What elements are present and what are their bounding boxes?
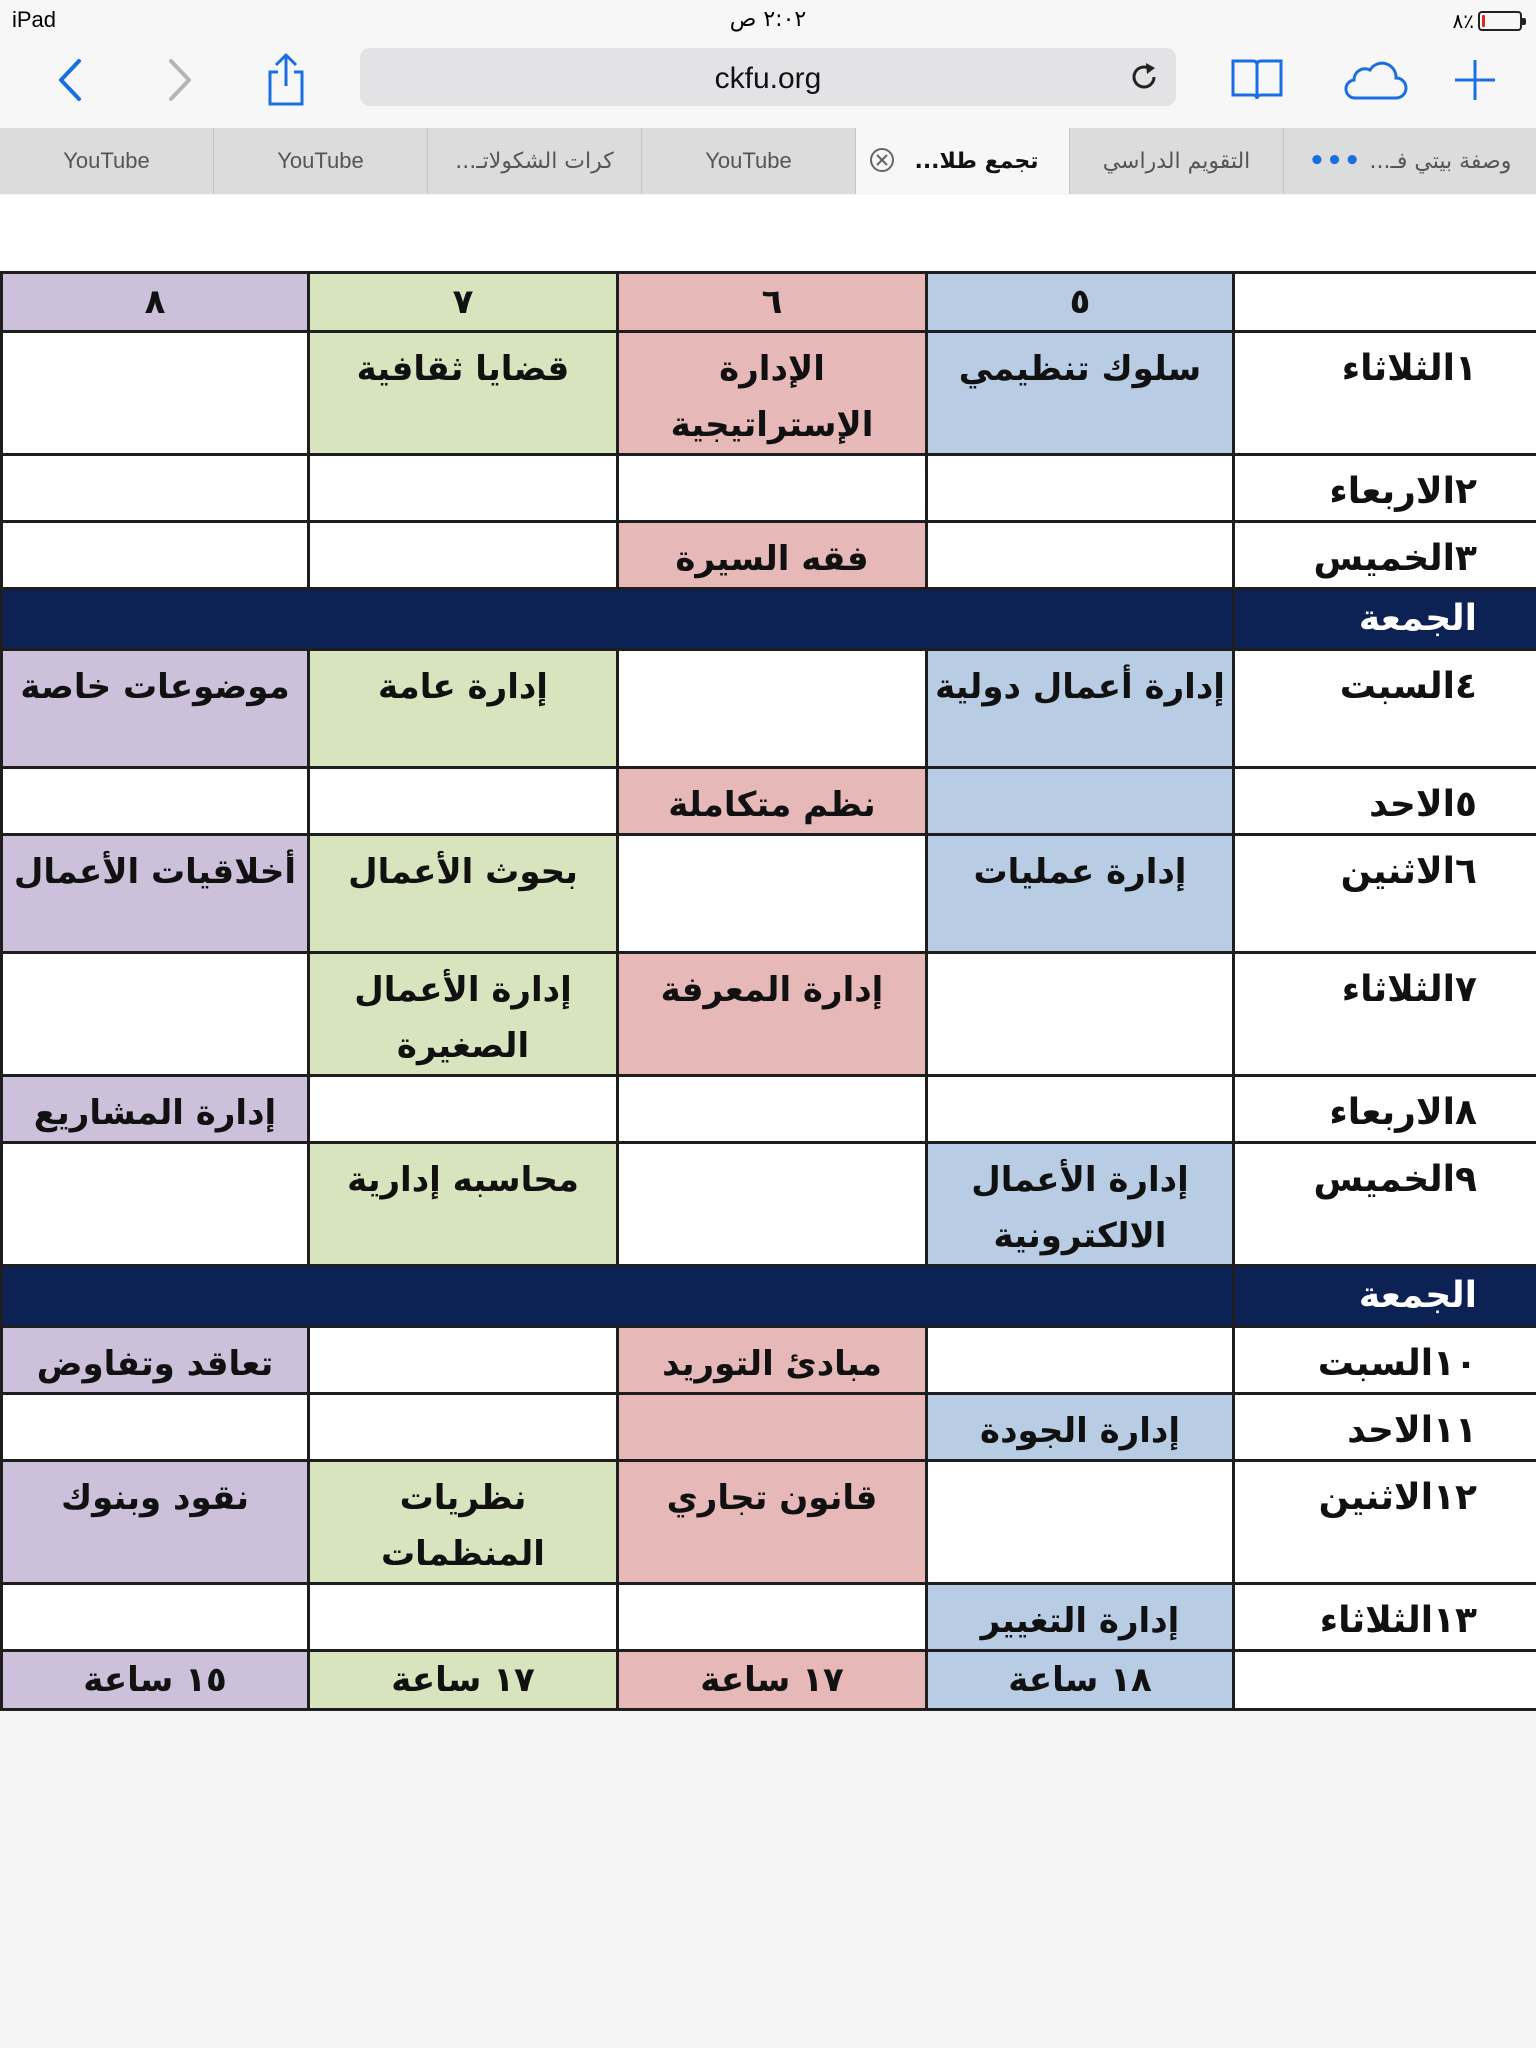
course-cell-c5: إدارة أعمال دولية (927, 650, 1234, 768)
course-cell-c6: فقه السيرة (618, 522, 927, 589)
schedule-row (2, 332, 1536, 455)
address-bar[interactable] (360, 48, 1176, 106)
url-text[interactable]: ckfu.org (714, 62, 822, 95)
reload-icon (1128, 61, 1160, 93)
friday-bar (2, 1266, 1234, 1327)
tab-youtube-2[interactable] (214, 128, 428, 194)
new-tab-button[interactable] (1443, 48, 1507, 112)
tab-label: تجمع طلا... (914, 148, 1039, 174)
course-cell-c6 (618, 1394, 927, 1461)
tab-label: YouTube (63, 148, 150, 173)
schedule-row (2, 650, 1536, 768)
schedule-row (2, 1076, 1536, 1143)
course-cell-c8: إدارة المشاريع (2, 1076, 309, 1143)
course-cell-c5 (927, 455, 1234, 522)
day-label: ١الثلاثاء (1234, 332, 1536, 455)
course-cell-c8 (2, 455, 309, 522)
schedule-row (2, 1327, 1536, 1394)
close-icon (876, 154, 888, 166)
total-hours-c8: ١٥ ساعة (2, 1651, 309, 1710)
battery-percent: ٨٪ (1452, 9, 1474, 33)
tab-label: التقويم الدراسي (1102, 148, 1251, 174)
course-cell-c8 (2, 1584, 309, 1651)
course-cell-c5: إدارة الأعمال الالكترونية (927, 1143, 1234, 1266)
course-cell-c6: الإدارة الإستراتيجية (618, 332, 927, 455)
course-cell-c5: إدارة عمليات (927, 835, 1234, 953)
browser-toolbar (0, 40, 1536, 128)
day-label: ٤السبت (1234, 650, 1536, 768)
course-cell-c5 (927, 1076, 1234, 1143)
battery-icon (1478, 11, 1522, 31)
share-button[interactable] (254, 48, 318, 112)
tab-label: YouTube (705, 148, 792, 173)
course-cell-c6 (618, 1584, 927, 1651)
day-label: ٦الاثنين (1234, 835, 1536, 953)
schedule-row (2, 953, 1536, 1076)
total-label (1234, 1651, 1536, 1710)
book-icon (1229, 57, 1285, 103)
device-name: iPad (12, 7, 57, 32)
course-cell-c6 (618, 455, 927, 522)
friday-bar (2, 589, 1234, 650)
bookmarks-button[interactable] (1225, 48, 1289, 112)
course-cell-c8: موضوعات خاصة (2, 650, 309, 768)
course-cell-c8 (2, 1394, 309, 1461)
schedule-row (2, 522, 1536, 589)
course-cell-c5: إدارة الجودة (927, 1394, 1234, 1461)
course-cell-c7: محاسبه إدارية (309, 1143, 618, 1266)
tab-label: وصفة بيتي فـ... (1369, 148, 1512, 174)
schedule-row (2, 1461, 1536, 1584)
course-cell-c7 (309, 768, 618, 835)
tab-label: كرات الشكولاتـ... (455, 148, 614, 174)
course-cell-c8: تعاقد وتفاوض (2, 1327, 309, 1394)
course-cell-c7 (309, 1394, 618, 1461)
chevron-left-icon (53, 57, 87, 103)
back-button[interactable] (38, 48, 102, 112)
status-time: ٢:٠٢ ص (729, 7, 807, 32)
icloud-tabs-button[interactable] (1338, 48, 1412, 112)
schedule-row (2, 1584, 1536, 1651)
tab-students-gathering[interactable] (856, 128, 1070, 194)
column-header: ٥ (927, 273, 1234, 332)
course-cell-c7 (309, 1327, 618, 1394)
course-cell-c5 (927, 1461, 1234, 1584)
day-label: ١٠السبت (1234, 1327, 1536, 1394)
course-cell-c5 (927, 768, 1234, 835)
course-cell-c8: نقود وبنوك (2, 1461, 309, 1584)
course-cell-c8 (2, 522, 309, 589)
tab-label: YouTube (277, 148, 364, 173)
course-cell-c6: نظم متكاملة (618, 768, 927, 835)
day-label: ٩الخميس (1234, 1143, 1536, 1266)
course-cell-c7 (309, 522, 618, 589)
course-cell-c7 (309, 455, 618, 522)
header-row (2, 273, 1536, 332)
schedule-row (2, 1394, 1536, 1461)
course-cell-c5 (927, 522, 1234, 589)
friday-row (2, 589, 1536, 650)
day-label: الجمعة (1234, 1266, 1536, 1327)
course-cell-c7: بحوث الأعمال (309, 835, 618, 953)
totals-row (2, 1651, 1536, 1710)
course-cell-c8 (2, 768, 309, 835)
course-cell-c5 (927, 1327, 1234, 1394)
course-cell-c7: نظريات المنظمات (309, 1461, 618, 1584)
course-cell-c5: سلوك تنظيمي (927, 332, 1234, 455)
total-hours-c6: ١٧ ساعة (618, 1651, 927, 1710)
total-hours-c7: ١٧ ساعة (309, 1651, 618, 1710)
day-label: الجمعة (1234, 589, 1536, 650)
day-label: ٥الاحد (1234, 768, 1536, 835)
schedule-row (2, 768, 1536, 835)
schedule-row (2, 455, 1536, 522)
tab-academic-calendar[interactable] (1070, 128, 1284, 194)
course-cell-c6 (618, 835, 927, 953)
day-header (1234, 273, 1536, 332)
course-cell-c8 (2, 1143, 309, 1266)
tab-home-recipe[interactable] (1284, 128, 1536, 194)
battery-level-fill (1482, 15, 1485, 27)
battery-indicator (1453, 9, 1523, 33)
tab-youtube-1[interactable] (0, 128, 214, 194)
course-cell-c5: إدارة التغيير (927, 1584, 1234, 1651)
course-cell-c7: إدارة الأعمال الصغيرة (309, 953, 618, 1076)
day-label: ٢الاربعاء (1234, 455, 1536, 522)
day-label: ١٢الاثنين (1234, 1461, 1536, 1584)
status-bar (0, 0, 1536, 40)
course-cell-c7 (309, 1076, 618, 1143)
reload-button[interactable] (1122, 55, 1166, 99)
column-header: ٦ (618, 273, 927, 332)
day-label: ٧الثلاثاء (1234, 953, 1536, 1076)
total-hours-c5: ١٨ ساعة (927, 1651, 1234, 1710)
close-tab-button[interactable] (870, 148, 894, 172)
schedule-row (2, 835, 1536, 953)
course-cell-c7: إدارة عامة (309, 650, 618, 768)
schedule-row (2, 1143, 1536, 1266)
course-cell-c8 (2, 332, 309, 455)
tab-youtube-3[interactable] (642, 128, 856, 194)
course-cell-c5 (927, 953, 1234, 1076)
course-cell-c6: مبادئ التوريد (618, 1327, 927, 1394)
course-cell-c6: قانون تجاري (618, 1461, 927, 1584)
share-icon (264, 52, 308, 108)
course-cell-c7: قضايا ثقافية (309, 332, 618, 455)
more-tabs-icon[interactable]: ••• (1308, 146, 1362, 176)
course-cell-c8 (2, 953, 309, 1076)
forward-button[interactable] (148, 48, 212, 112)
day-label: ٨الاربعاء (1234, 1076, 1536, 1143)
cloud-icon (1340, 58, 1410, 102)
chevron-right-icon (163, 57, 197, 103)
tab-chocolate-balls[interactable] (428, 128, 642, 194)
day-label: ١١الاحد (1234, 1394, 1536, 1461)
course-cell-c6 (618, 1143, 927, 1266)
plus-icon (1452, 57, 1498, 103)
column-header: ٨ (2, 273, 309, 332)
day-label: ٣الخميس (1234, 522, 1536, 589)
course-cell-c6 (618, 1076, 927, 1143)
course-cell-c6: إدارة المعرفة (618, 953, 927, 1076)
exam-schedule-table (0, 271, 1536, 1711)
course-cell-c7 (309, 1584, 618, 1651)
friday-row (2, 1266, 1536, 1327)
course-cell-c6 (618, 650, 927, 768)
tab-bar (0, 128, 1536, 194)
column-header: ٧ (309, 273, 618, 332)
course-cell-c8: أخلاقيات الأعمال (2, 835, 309, 953)
day-label: ١٣الثلاثاء (1234, 1584, 1536, 1651)
